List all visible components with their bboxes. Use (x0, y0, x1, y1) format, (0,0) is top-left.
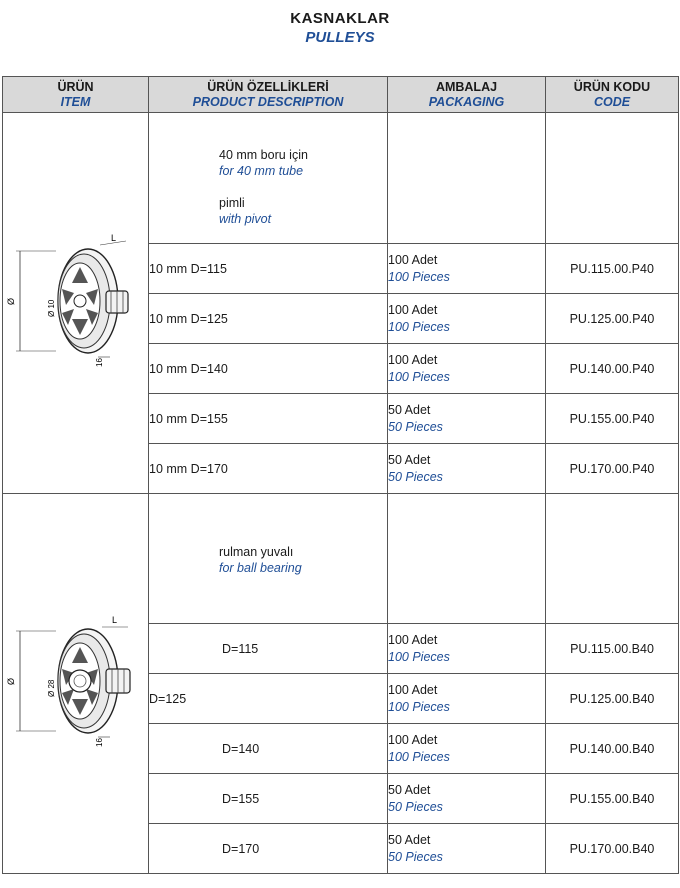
product-intro: rulman yuvalı for ball bearing (149, 494, 388, 624)
product-description: 10 mm D=155 (149, 394, 388, 444)
packaging: 50 Adet 50 Pieces (388, 774, 546, 824)
product-code: PU.140.00.P40 (546, 344, 679, 394)
product-description: D=155 (149, 774, 388, 824)
width-label: L (110, 232, 116, 243)
column-header-item: ÜRÜN ITEM (3, 77, 149, 113)
product-code: PU.115.00.P40 (546, 244, 679, 294)
product-code: PU.155.00.P40 (546, 394, 679, 444)
product-code: PU.125.00.B40 (546, 674, 679, 724)
packaging: 50 Adet 50 Pieces (388, 824, 546, 874)
inner-diameter-label: Ø 10 (46, 299, 56, 317)
product-description: D=125 (149, 674, 388, 724)
diameter-label: Ø (5, 677, 16, 685)
product-code: PU.155.00.B40 (546, 774, 679, 824)
product-description: 10 mm D=115 (149, 244, 388, 294)
table-header-row (3, 77, 679, 113)
product-description: D=140 (149, 724, 388, 774)
table-row-intro (3, 113, 679, 244)
page-subtitle: PULLEYS (305, 29, 375, 46)
column-header-packaging: AMBALAJ PACKAGING (388, 77, 546, 113)
column-header-description: ÜRÜN ÖZELLİKLERİ PRODUCT DESCRIPTION (149, 77, 388, 113)
packaging: 100 Adet 100 Pieces (388, 724, 546, 774)
pulley-drawing-cell (3, 113, 149, 494)
column-header-code: ÜRÜN KODU CODE (546, 77, 679, 113)
width-label: L (111, 615, 117, 625)
packaging: 100 Adet 100 Pieces (388, 244, 546, 294)
packaging: 100 Adet 100 Pieces (388, 624, 546, 674)
product-description: 10 mm D=140 (149, 344, 388, 394)
inner-diameter-label: Ø 28 (46, 679, 56, 697)
product-description: 10 mm D=170 (149, 444, 388, 494)
bearing-pulley-drawing-icon (6, 607, 146, 757)
packaging: 100 Adet 100 Pieces (388, 674, 546, 724)
packaging: 50 Adet 50 Pieces (388, 394, 546, 444)
page-title: KASNAKLAR (290, 10, 390, 27)
packaging: 100 Adet 100 Pieces (388, 294, 546, 344)
depth-label: 16 (94, 357, 104, 367)
table-row-intro (3, 494, 679, 624)
product-code: PU.140.00.B40 (546, 724, 679, 774)
product-code: PU.170.00.B40 (546, 824, 679, 874)
packaging: 100 Adet 100 Pieces (388, 344, 546, 394)
diameter-label: Ø (5, 297, 16, 305)
product-description: D=115 (149, 624, 388, 674)
packaging: 50 Adet 50 Pieces (388, 444, 546, 494)
pulleys-table (2, 76, 679, 874)
depth-label: 16 (94, 738, 104, 747)
product-intro: 40 mm boru için for 40 mm tube pimli with pivot (149, 113, 388, 244)
product-code: PU.170.00.P40 (546, 444, 679, 494)
product-description: D=170 (149, 824, 388, 874)
product-code: PU.115.00.B40 (546, 624, 679, 674)
page-title-block (0, 10, 680, 46)
pulley-drawing-cell (3, 494, 149, 874)
pivot-pulley-drawing-icon (6, 227, 146, 377)
product-code: PU.125.00.P40 (546, 294, 679, 344)
product-description: 10 mm D=125 (149, 294, 388, 344)
